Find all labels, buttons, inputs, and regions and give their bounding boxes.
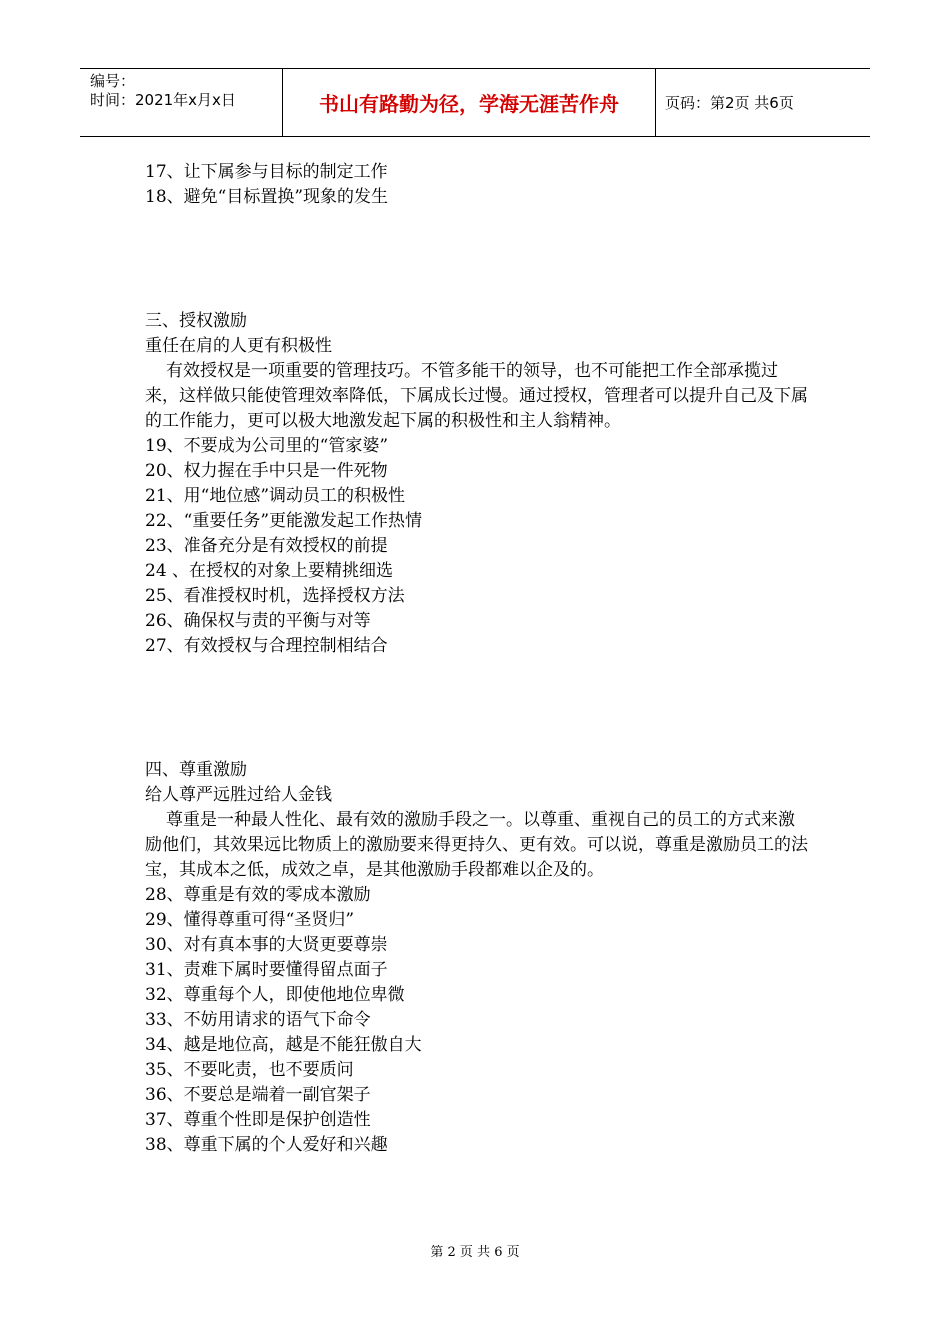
list-item: 18、避免“目标置换”现象的发生 bbox=[145, 187, 389, 207]
list-item: 31、责难下属时要懂得留点面子 bbox=[145, 960, 388, 980]
section-paragraph: 有效授权是一项重要的管理技巧。不管多能干的领导，也不可能把工作全部承揽过来，这样做只能使管理效率降低，下属成长过慢。通过授权，管理者可以提升自己及下属的工作能力，更可以极大地激发起下属的积极性和主人翁精神。 bbox=[145, 361, 808, 431]
section-subtitle: 给人尊严远胜过给人金钱 bbox=[145, 785, 332, 805]
list-item: 20、权力握在手中只是一件死物 bbox=[145, 461, 388, 481]
list-item: 28、尊重是有效的零成本激励 bbox=[145, 885, 371, 905]
list-item: 34、越是地位高，越是不能狂傲自大 bbox=[145, 1035, 422, 1055]
list-item: 21、用“地位感”调动员工的积极性 bbox=[145, 486, 406, 506]
section-heading: 三、授权激励 bbox=[145, 311, 247, 331]
section-spacer bbox=[145, 210, 810, 309]
page-header bbox=[80, 68, 870, 137]
list-item: 36、不要总是端着一副官架子 bbox=[145, 1085, 371, 1105]
list-item: 30、对有真本事的大贤更要尊崇 bbox=[145, 935, 388, 955]
page-footer: 第 2 页 共 6 页 bbox=[430, 1245, 520, 1260]
list-item: 22、“重要任务”更能激发起工作热情 bbox=[145, 511, 423, 531]
list-item: 37、尊重个性即是保护创造性 bbox=[145, 1110, 371, 1130]
document-body bbox=[145, 160, 810, 1158]
list-item: 32、尊重每个人，即使他地位卑微 bbox=[145, 985, 405, 1005]
section-paragraph: 尊重是一种最人性化、最有效的激励手段之一。以尊重、重视自己的员工的方式来激励他们，其效果远比物质上的激励要来得更持久、更有效。可以说，尊重是激励员工的法宝，其成本之低，成效之卓，是其他激励手段都难以企及的。 bbox=[145, 810, 808, 880]
list-item: 27、有效授权与合理控制相结合 bbox=[145, 636, 388, 656]
list-item: 38、尊重下属的个人爱好和兴趣 bbox=[145, 1135, 388, 1155]
list-item: 25、看准授权时机，选择授权方法 bbox=[145, 586, 405, 606]
header-motto-cell bbox=[282, 69, 656, 136]
list-item: 26、确保权与责的平衡与对等 bbox=[145, 611, 371, 631]
section-subtitle: 重任在肩的人更有积极性 bbox=[145, 336, 332, 356]
document-number-label: 编号： bbox=[90, 72, 136, 90]
list-item: 17、让下属参与目标的制定工作 bbox=[145, 162, 388, 182]
document-time-label: 时间：2021年x月x日 bbox=[90, 91, 236, 109]
list-item: 23、准备充分是有效授权的前提 bbox=[145, 536, 388, 556]
list-item: 33、不妨用请求的语气下命令 bbox=[145, 1010, 371, 1030]
list-item: 19、不要成为公司里的“管家婆” bbox=[145, 436, 389, 456]
section-spacer bbox=[145, 659, 810, 758]
list-item: 29、懂得尊重可得“圣贤归” bbox=[145, 910, 355, 930]
header-page-number: 页码：第2页 共6页 bbox=[665, 94, 794, 112]
section-heading: 四、尊重激励 bbox=[145, 760, 247, 780]
header-page-cell bbox=[655, 69, 870, 136]
header-meta-cell bbox=[80, 69, 282, 136]
header-motto: 书山有路勤为径，学海无涯苦作舟 bbox=[319, 92, 619, 116]
list-item: 24 、在授权的对象上要精挑细选 bbox=[145, 561, 394, 581]
list-item: 35、不要叱责，也不要质问 bbox=[145, 1060, 354, 1080]
